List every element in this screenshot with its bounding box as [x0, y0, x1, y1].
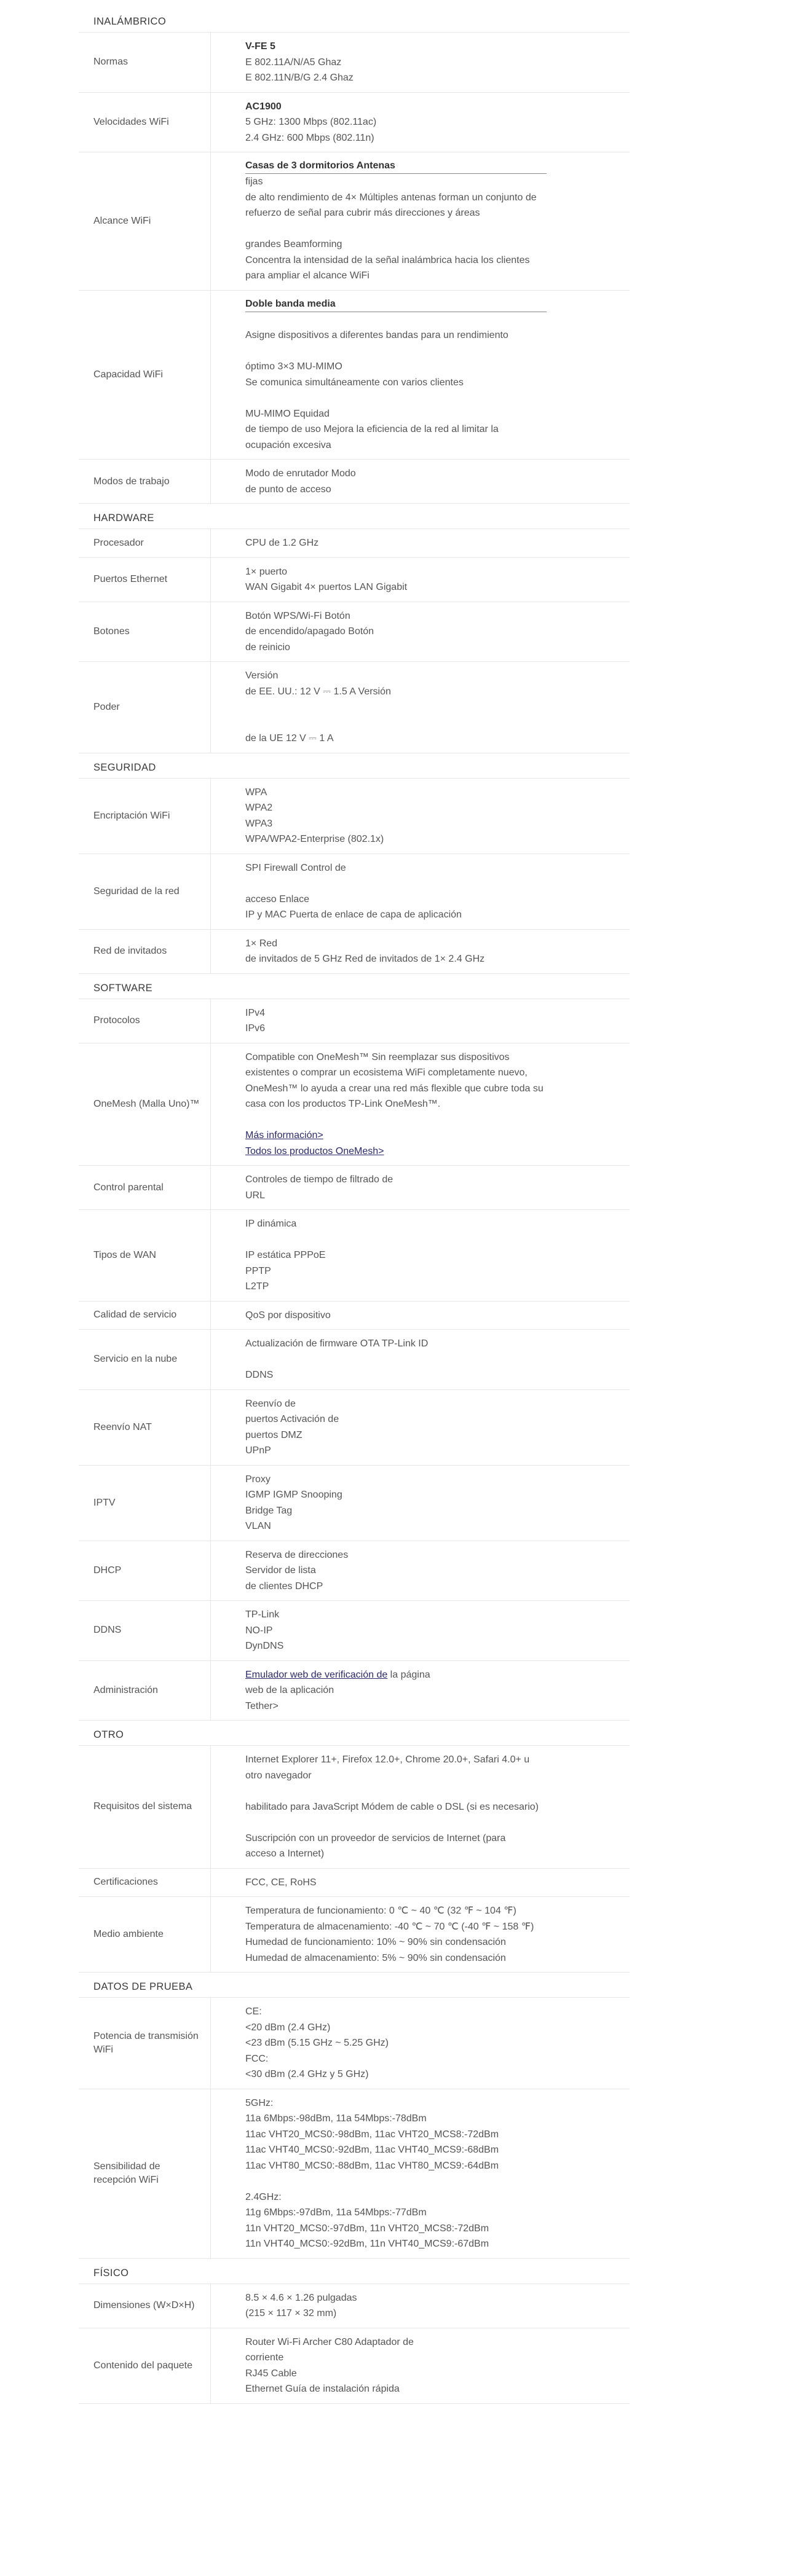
value-line: 8.5 × 4.6 × 1.26 pulgadas [245, 2292, 357, 2303]
spec-row-contenido-del-paquete [79, 2328, 630, 2404]
value-line: 5 GHz: 1300 Mbps (802.11ac) [245, 117, 377, 127]
spec-value [210, 529, 630, 557]
value-line: Temperatura de funcionamiento: 0 ℃ ~ 40 ℃ (32 ℉ ~ 104 ℉) [245, 1906, 516, 1916]
value-line: WPA [245, 787, 267, 798]
spec-value [210, 662, 630, 753]
spec-row-puertos-ethernet [79, 557, 630, 602]
spec-value [210, 779, 630, 854]
spec-label: IPTV [93, 1497, 116, 1508]
spec-label: Protocolos [93, 1015, 140, 1026]
spec-value [210, 2328, 630, 2403]
spec-value [210, 1466, 630, 1541]
value-line: Se comunica simultáneamente con varios clientes [245, 377, 464, 388]
line-spacer [245, 390, 630, 406]
value-line: 11n VHT40_MCS0:-92dBm, 11n VHT40_MCS9:-67dBm [245, 2239, 489, 2249]
spec-row-reenvio-nat [79, 1389, 630, 1465]
section-hardware [79, 508, 630, 753]
spec-value [210, 1601, 630, 1660]
section-title: INALÁMBRICO [93, 16, 167, 27]
value-line: RJ45 Cable [245, 2368, 297, 2379]
value-line: óptimo 3×3 MU-MIMO [245, 361, 342, 372]
spec-label: Tipos de WAN [93, 1249, 156, 1260]
section-fisico [79, 2263, 630, 2404]
spec-label: Red de invitados [93, 946, 167, 956]
section-title: HARDWARE [93, 512, 154, 524]
value-line: puertos Activación de [245, 1414, 339, 1424]
spec-value [210, 1897, 630, 1972]
value-line: Botón WPS/Wi-Fi Botón [245, 610, 350, 621]
link-line [245, 1128, 630, 1144]
value-line: MU-MIMO Equidad [245, 408, 330, 419]
spec-value [210, 1043, 630, 1166]
spec-row-procesador [79, 528, 630, 557]
value-line: E 802.11N/B/G 2.4 Ghaz [245, 73, 354, 83]
value-line: de invitados de 5 GHz Red de invitados de 1× 2.4 GHz [245, 954, 485, 964]
value-line: <20 dBm (2.4 GHz) [245, 2022, 331, 2033]
value-line: 2.4GHz: [245, 2191, 282, 2202]
spec-value [210, 1541, 630, 1601]
spec-label: Certificaciones [93, 1877, 158, 1888]
spec-row-red-de-invitados [79, 929, 630, 974]
spec-value [210, 558, 630, 602]
section-title: SOFTWARE [93, 982, 153, 994]
link-emulador-web-de-verificacion-de[interactable]: Emulador web de verificación de [245, 1669, 388, 1680]
value-line: acceso Enlace [245, 893, 310, 905]
value-line: WPA/WPA2-Enterprise (802.1x) [245, 834, 384, 844]
spec-value [210, 1166, 630, 1209]
value-line: PPTP [245, 1265, 271, 1276]
spec-value [210, 33, 630, 92]
value-line: OneMesh™ lo ayuda a crear una red más flexible que cubre toda su [245, 1083, 544, 1094]
line-spacer [245, 1352, 630, 1368]
link-line [245, 1144, 630, 1160]
value-line: Asigne dispositivos a diferentes bandas para un rendimiento [245, 330, 508, 340]
spec-label: Servicio en la nube [93, 1354, 178, 1365]
value-line: Humedad de funcionamiento: 10% ~ 90% sin condensación [245, 1937, 506, 1947]
value-line: IP dinámica [245, 1219, 297, 1229]
value-line: Ethernet Guía de instalación rápida [245, 2384, 400, 2394]
line-spacer [245, 344, 630, 359]
spec-table [79, 0, 630, 2404]
value-line: refuerzo de señal para cubrir más direcciones y áreas [245, 208, 480, 218]
spec-label: Sensibilidad de recepción WiFi [93, 2161, 160, 2185]
spec-row-certificaciones [79, 1868, 630, 1897]
value-line: Actualización de firmware OTA TP-Link ID [245, 1338, 429, 1349]
spec-row-alcance-wifi [79, 152, 630, 290]
value-line: Reserva de direcciones [245, 1549, 349, 1560]
spec-label: DDNS [93, 1625, 122, 1636]
spec-row-potencia-de-transmision-wifi [79, 1997, 630, 2089]
value-line: VLAN [245, 1521, 271, 1531]
line-spacer [245, 1815, 630, 1831]
spec-label: Control parental [93, 1182, 164, 1193]
value-line: 5GHz: [245, 2097, 274, 2108]
value-line: corriente [245, 2352, 284, 2363]
spec-value [210, 1869, 630, 1897]
spec-row-requisitos-del-sistema [79, 1745, 630, 1868]
spec-label: Potencia de transmisión WiFi [93, 2030, 199, 2055]
value-line: <23 dBm (5.15 GHz ~ 5.25 GHz) [245, 2038, 389, 2048]
section-seguridad [79, 757, 630, 974]
spec-row-administracion [79, 1660, 630, 1721]
value-line: Concentra la intensidad de la señal inalámbrica hacia los clientes [245, 254, 530, 265]
spec-value [210, 999, 630, 1043]
value-line: de alto rendimiento de 4× Múltiples antenas forman un conjunto de [245, 192, 537, 203]
value-line: 1× Red [245, 938, 278, 949]
spec-row-calidad-de-servicio [79, 1301, 630, 1330]
value-line: WPA2 [245, 803, 273, 813]
spec-value [210, 1302, 630, 1330]
spec-label: Normas [93, 57, 129, 68]
section-title: FÍSICO [93, 2267, 129, 2279]
value-line: E 802.11A/N/A5 Ghaz [245, 57, 342, 68]
value-line: Proxy [245, 1474, 271, 1485]
value-line: L2TP [245, 1281, 269, 1292]
spec-row-dimensiones-w-d-h [79, 2283, 630, 2328]
value-line: QoS por dispositivo [245, 1310, 331, 1321]
spec-row-sensibilidad-de-recepcion-wifi [79, 2089, 630, 2259]
value-line: Humedad de almacenamiento: 5% ~ 90% sin condensación [245, 1952, 506, 1963]
spec-row-botones [79, 602, 630, 662]
spec-label: Requisitos del sistema [93, 1801, 192, 1812]
value-line: ocupación excesiva [245, 439, 331, 450]
spec-label: Administración [93, 1684, 158, 1695]
value-line: Servidor de lista [245, 1565, 316, 1576]
value-line: Versión [245, 670, 279, 681]
value-line: habilitado para JavaScript Módem de cable o DSL (si es necesario) [245, 1801, 539, 1812]
spec-label: OneMesh (Malla Uno)™ [93, 1098, 200, 1109]
spec-label: Seguridad de la red [93, 886, 180, 897]
spec-label: Capacidad WiFi [93, 369, 163, 380]
value-line: WAN Gigabit 4× puertos LAN Gigabit [245, 582, 408, 592]
section-title: DATOS DE PRUEBA [93, 1981, 193, 1992]
spec-row-capacidad-wifi [79, 290, 630, 460]
spec-row-onemesh-malla-uno [79, 1043, 630, 1166]
spec-label: DHCP [93, 1565, 122, 1576]
spec-row-dhcp [79, 1541, 630, 1601]
link-suffix-text: la página [387, 1669, 430, 1680]
spec-label: Velocidades WiFi [93, 116, 169, 127]
value-line: 1× puerto [245, 566, 288, 577]
spec-value [210, 460, 630, 503]
line-spacer [245, 2174, 630, 2189]
spec-row-protocolos [79, 999, 630, 1043]
spec-row-servicio-en-la-nube [79, 1329, 630, 1389]
value-line: de encendido/apagado Botón [245, 626, 374, 637]
spec-value [210, 152, 630, 290]
link-line [245, 1667, 630, 1683]
spec-row-ddns [79, 1600, 630, 1660]
spec-value [210, 1998, 630, 2089]
value-line: para ampliar el alcance WiFi [245, 270, 370, 281]
value-line: 11ac VHT40_MCS0:-92dBm, 11ac VHT40_MCS9:-68dBm [245, 2145, 499, 2155]
value-line: AC1900 [245, 101, 282, 112]
value-line: de la UE 12 V ⎓ 1 A [245, 733, 334, 744]
spec-row-seguridad-de-la-red [79, 854, 630, 929]
spec-value [210, 93, 630, 152]
spec-value [210, 1210, 630, 1301]
value-line: 2.4 GHz: 600 Mbps (802.11n) [245, 132, 374, 143]
value-line: otro navegador [245, 1770, 312, 1781]
value-line: 11n VHT20_MCS0:-97dBm, 11n VHT20_MCS8:-72dBm [245, 2223, 489, 2234]
value-line: DDNS [245, 1370, 274, 1380]
value-line: Bridge Tag [245, 1505, 293, 1516]
value-line: FCC: [245, 2053, 269, 2064]
value-line: Reenvío de [245, 1398, 296, 1409]
spec-label: Calidad de servicio [93, 1310, 177, 1321]
value-line: Controles de tiempo de filtrado de [245, 1174, 394, 1185]
value-line: URL [245, 1190, 266, 1201]
value-line: IP y MAC Puerta de enlace de capa de aplicación [245, 909, 462, 920]
spec-value [210, 1661, 630, 1721]
value-line: IGMP IGMP Snooping [245, 1490, 342, 1500]
value-line: de tiempo de uso Mejora la eficiencia de la red al limitar la [245, 424, 499, 434]
value-line: 11ac VHT20_MCS0:-98dBm, 11ac VHT20_MCS8:-72dBm [245, 2129, 499, 2140]
value-line: puertos DMZ [245, 1429, 303, 1440]
value-line: IPv4 [245, 1007, 266, 1018]
spec-row-encriptacion-wifi [79, 778, 630, 854]
spec-label: Procesador [93, 537, 144, 548]
spec-row-normas [79, 32, 630, 92]
value-line: IP estática PPPoE [245, 1250, 326, 1260]
value-line: Temperatura de almacenamiento: -40 ℃ ~ 70 ℃ (-40 ℉ ~ 158 ℉) [245, 1921, 534, 1932]
line-spacer [245, 1232, 630, 1248]
value-line: CE: [245, 2006, 262, 2017]
section-title: OTRO [93, 1729, 124, 1740]
spec-row-modos-de-trabajo [79, 459, 630, 504]
spec-row-velocidades-wifi [79, 92, 630, 152]
spec-row-control-parental [79, 1165, 630, 1209]
spec-label: Medio ambiente [93, 1929, 164, 1939]
value-line: (215 × 117 × 32 mm) [245, 2308, 337, 2319]
section-otro [79, 1724, 630, 1973]
value-line: de EE. UU.: 12 V ⎓ 1.5 A Versión [245, 686, 391, 697]
value-line: web de la aplicación [245, 1685, 334, 1695]
line-spacer [245, 699, 630, 715]
value-line: CPU de 1.2 GHz [245, 538, 319, 548]
spec-row-tipos-de-wan [79, 1209, 630, 1301]
spec-value [210, 291, 630, 460]
spec-label: Alcance WiFi [93, 215, 151, 226]
value-line: 11ac VHT80_MCS0:-88dBm, 11ac VHT80_MCS9:-64dBm [245, 2160, 499, 2171]
value-line: Suscripción con un proveedor de servicios de Internet (para [245, 1832, 506, 1844]
value-line: NO-IP [245, 1625, 273, 1636]
value-line: de clientes DHCP [245, 1581, 323, 1592]
value-line: Compatible con OneMesh™ Sin reemplazar sus dispositivos [245, 1051, 510, 1062]
value-line: de reinicio [245, 642, 290, 653]
spec-row-medio-ambiente [79, 1896, 630, 1973]
value-line: Tether> [245, 1700, 279, 1711]
value-line: SPI Firewall Control de [245, 862, 346, 873]
spec-value [210, 930, 630, 973]
line-spacer [245, 876, 630, 892]
value-line: WPA3 [245, 818, 273, 829]
line-spacer [245, 1112, 630, 1128]
line-spacer [245, 1783, 630, 1799]
spec-label: Poder [93, 701, 120, 712]
section-software [79, 978, 630, 1721]
spec-label: Modos de trabajo [93, 476, 170, 487]
value-line: TP-Link [245, 1609, 280, 1620]
value-heading: Casas de 3 dormitorios Antenas [245, 159, 547, 174]
spec-value [210, 2089, 630, 2258]
value-line: FCC, CE, RoHS [245, 1877, 317, 1888]
spec-label: Reenvío NAT [93, 1421, 152, 1432]
value-line: fijas [245, 176, 263, 187]
value-line: V-FE 5 [245, 41, 275, 52]
spec-row-poder [79, 661, 630, 753]
value-line: Internet Explorer 11+, Firefox 12.0+, Chrome 20.0+, Safari 4.0+ u [245, 1754, 530, 1765]
spec-label: Contenido del paquete [93, 2360, 193, 2371]
link-mas-informacion[interactable]: Más información> [245, 1130, 323, 1141]
spec-label: Dimensiones (W×D×H) [93, 2300, 195, 2311]
value-line: UPnP [245, 1445, 271, 1456]
value-line: Modo de enrutador Modo [245, 468, 356, 479]
spec-value [210, 2284, 630, 2328]
value-line: 11a 6Mbps:-98dBm, 11a 54Mbps:-78dBm [245, 2113, 427, 2124]
spec-label: Encriptación WiFi [93, 810, 170, 821]
value-line: casa con los productos TP-Link OneMesh™. [245, 1099, 441, 1109]
value-heading: Doble banda media [245, 297, 547, 312]
spec-value [210, 1330, 630, 1389]
line-spacer [245, 221, 630, 237]
line-spacer [245, 715, 630, 731]
section-datos-de-prueba [79, 1976, 630, 2259]
spec-label: Puertos Ethernet [93, 574, 168, 584]
value-line: <30 dBm (2.4 GHz y 5 GHz) [245, 2069, 369, 2079]
value-line: acceso a Internet) [245, 1848, 325, 1859]
value-line: grandes Beamforming [245, 239, 342, 249]
spec-row-iptv [79, 1465, 630, 1541]
link-todos-los-productos-onemesh[interactable]: Todos los productos OneMesh> [245, 1145, 384, 1156]
line-spacer [245, 312, 630, 328]
section-title: SEGURIDAD [93, 761, 156, 773]
value-line: Router Wi-Fi Archer C80 Adaptador de [245, 2336, 414, 2347]
section-inalambrico [79, 11, 630, 504]
value-line: existentes o comprar un ecosistema WiFi completamente nuevo, [245, 1067, 528, 1078]
spec-value [210, 1390, 630, 1465]
spec-value [210, 854, 630, 929]
spec-value [210, 1746, 630, 1868]
value-line: de punto de acceso [245, 484, 331, 495]
value-line: IPv6 [245, 1023, 266, 1034]
spec-value [210, 602, 630, 662]
spec-label: Botones [93, 626, 130, 637]
value-line: 11g 6Mbps:-97dBm, 11a 54Mbps:-77dBm [245, 2207, 427, 2218]
value-line: DynDNS [245, 1641, 284, 1651]
